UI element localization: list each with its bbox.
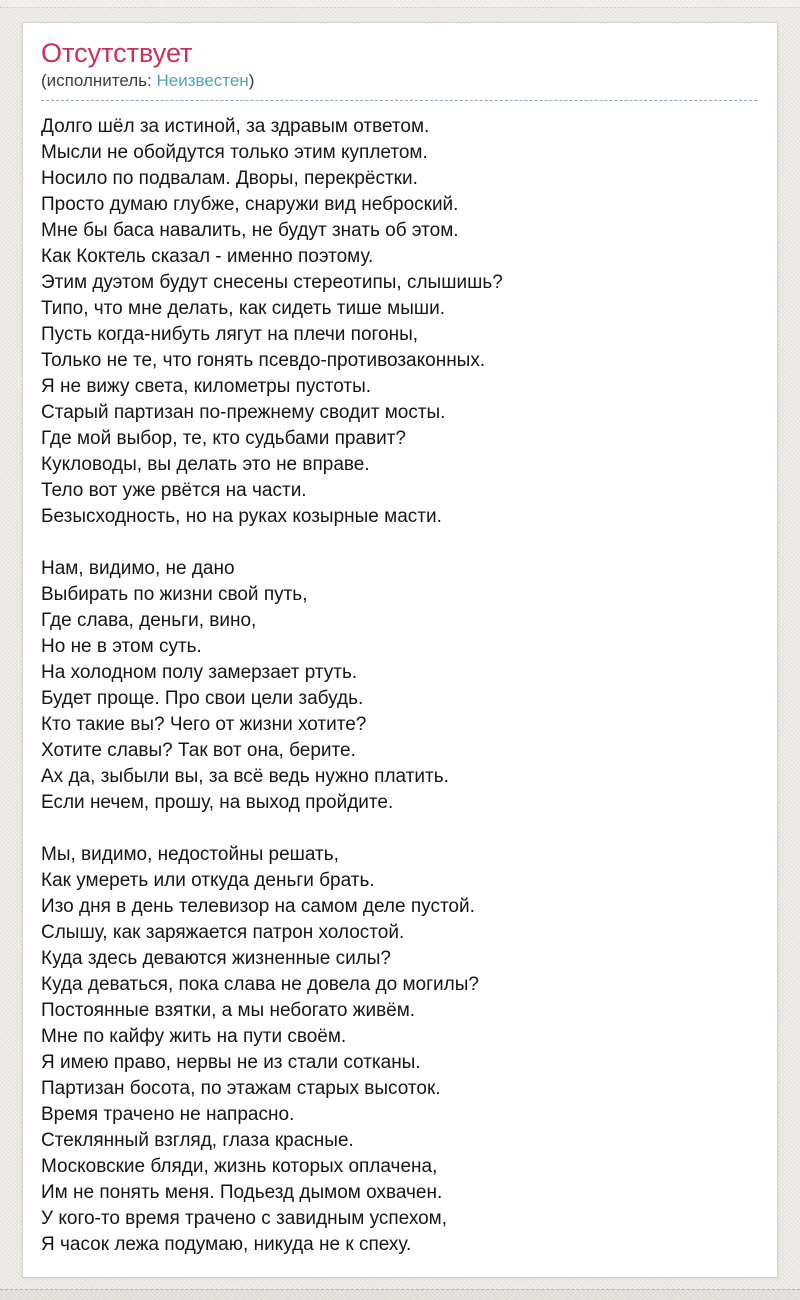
- artist-line: [41, 69, 757, 92]
- lyric-line: Мы, видимо, недостойны решать,: [41, 844, 339, 865]
- artist-label-suffix: ): [248, 71, 255, 90]
- lyric-line: Старый партизан по-прежнему сводит мосты.: [41, 402, 446, 423]
- lyric-line: Московские бляди, жизнь которых оплачена,: [41, 1156, 438, 1177]
- page-bottom-texture-strip: [0, 1289, 800, 1300]
- lyric-line: Кто такие вы? Чего от жизни хотите?: [41, 714, 367, 735]
- lyric-line: Изо дня в день телевизор на самом деле пустой.: [41, 896, 475, 917]
- song-header: [41, 37, 757, 101]
- song-title: Отсутствует: [41, 38, 193, 68]
- lyric-line: Но не в этом суть.: [41, 636, 202, 657]
- lyric-line: Где слава, деньги, вино,: [41, 610, 257, 631]
- lyric-line: Ах да, зыбыли вы, за всё ведь нужно платить.: [41, 766, 449, 787]
- stanza-gap: [41, 816, 757, 842]
- lyric-line: Безысходность, но на руках козырные масти.: [41, 506, 442, 527]
- lyric-line: Хотите славы? Так вот она, берите.: [41, 740, 356, 761]
- lyric-line: Типо, что мне делать, как сидеть тише мыши.: [41, 298, 446, 319]
- lyric-line: Я имею право, нервы не из стали сотканы.: [41, 1052, 421, 1073]
- lyric-line: Как Коктель сказал - именно поэтому.: [41, 246, 374, 267]
- lyric-line: Пусть когда-нибуть лягут на плечи погоны,: [41, 324, 419, 345]
- lyric-line: Им не понять меня. Подьезд дымом охвачен.: [41, 1182, 443, 1203]
- lyric-line: Если нечем, прошу, на выход пройдите.: [41, 792, 394, 813]
- lyric-line: Нам, видимо, не дано: [41, 558, 235, 579]
- lyric-line: Носило по подвалам. Дворы, перекрёстки.: [41, 168, 418, 189]
- lyric-line: Куда здесь деваются жизненные силы?: [41, 948, 391, 969]
- lyric-line: Мне бы баса навалить, не будут знать об этом.: [41, 220, 459, 241]
- lyric-line: Где мой выбор, те, кто судьбами правит?: [41, 428, 406, 449]
- lyric-line: Кукловоды, вы делать это не вправе.: [41, 454, 370, 475]
- lyric-line: Слышу, как заряжается патрон холостой.: [41, 922, 405, 943]
- lyric-line: Постоянные взятки, а мы небогато живём.: [41, 1000, 416, 1021]
- lyric-line: Мне по кайфу жить на пути своём.: [41, 1026, 347, 1047]
- lyric-line: Стеклянный взгляд, глаза красные.: [41, 1130, 354, 1151]
- lyrics: [41, 114, 757, 1258]
- lyric-line: У кого-то время трачено с завидным успехом,: [41, 1208, 448, 1229]
- lyric-line: На холодном полу замерзает ртуть.: [41, 662, 358, 683]
- artist-link[interactable]: Неизвестен: [156, 71, 249, 90]
- lyric-line: Я не вижу света, километры пустоты.: [41, 376, 372, 397]
- lyric-line: Куда деваться, пока слава не довела до могилы?: [41, 974, 479, 995]
- lyric-line: Я часок лежа подумаю, никуда не к спеху.: [41, 1234, 412, 1255]
- lyric-line: Время трачено не напрасно.: [41, 1104, 295, 1125]
- lyric-line: Этим дуэтом будут снесены стереотипы, слышишь?: [41, 272, 503, 293]
- lyric-line: Просто думаю глубже, снаружи вид неброский.: [41, 194, 459, 215]
- lyrics-card: [22, 22, 778, 1278]
- stanza-gap: [41, 530, 757, 556]
- lyric-line: Только не те, что гонять псевдо-противозаконных.: [41, 350, 486, 371]
- lyric-line: Выбирать по жизни свой путь,: [41, 584, 308, 605]
- lyric-line: Партизан босота, по этажам старых высоток.: [41, 1078, 441, 1099]
- page-top-texture-strip: [0, 0, 800, 8]
- lyric-line: Будет проще. Про свои цели забудь.: [41, 688, 364, 709]
- lyric-line: Тело вот уже рвётся на части.: [41, 480, 307, 501]
- artist-label-prefix: (исполнитель:: [41, 71, 157, 90]
- lyric-line: Мысли не обойдутся только этим куплетом.: [41, 142, 428, 163]
- lyric-line: Как умереть или откуда деньги брать.: [41, 870, 375, 891]
- lyric-line: Долго шёл за истиной, за здравым ответом.: [41, 116, 430, 137]
